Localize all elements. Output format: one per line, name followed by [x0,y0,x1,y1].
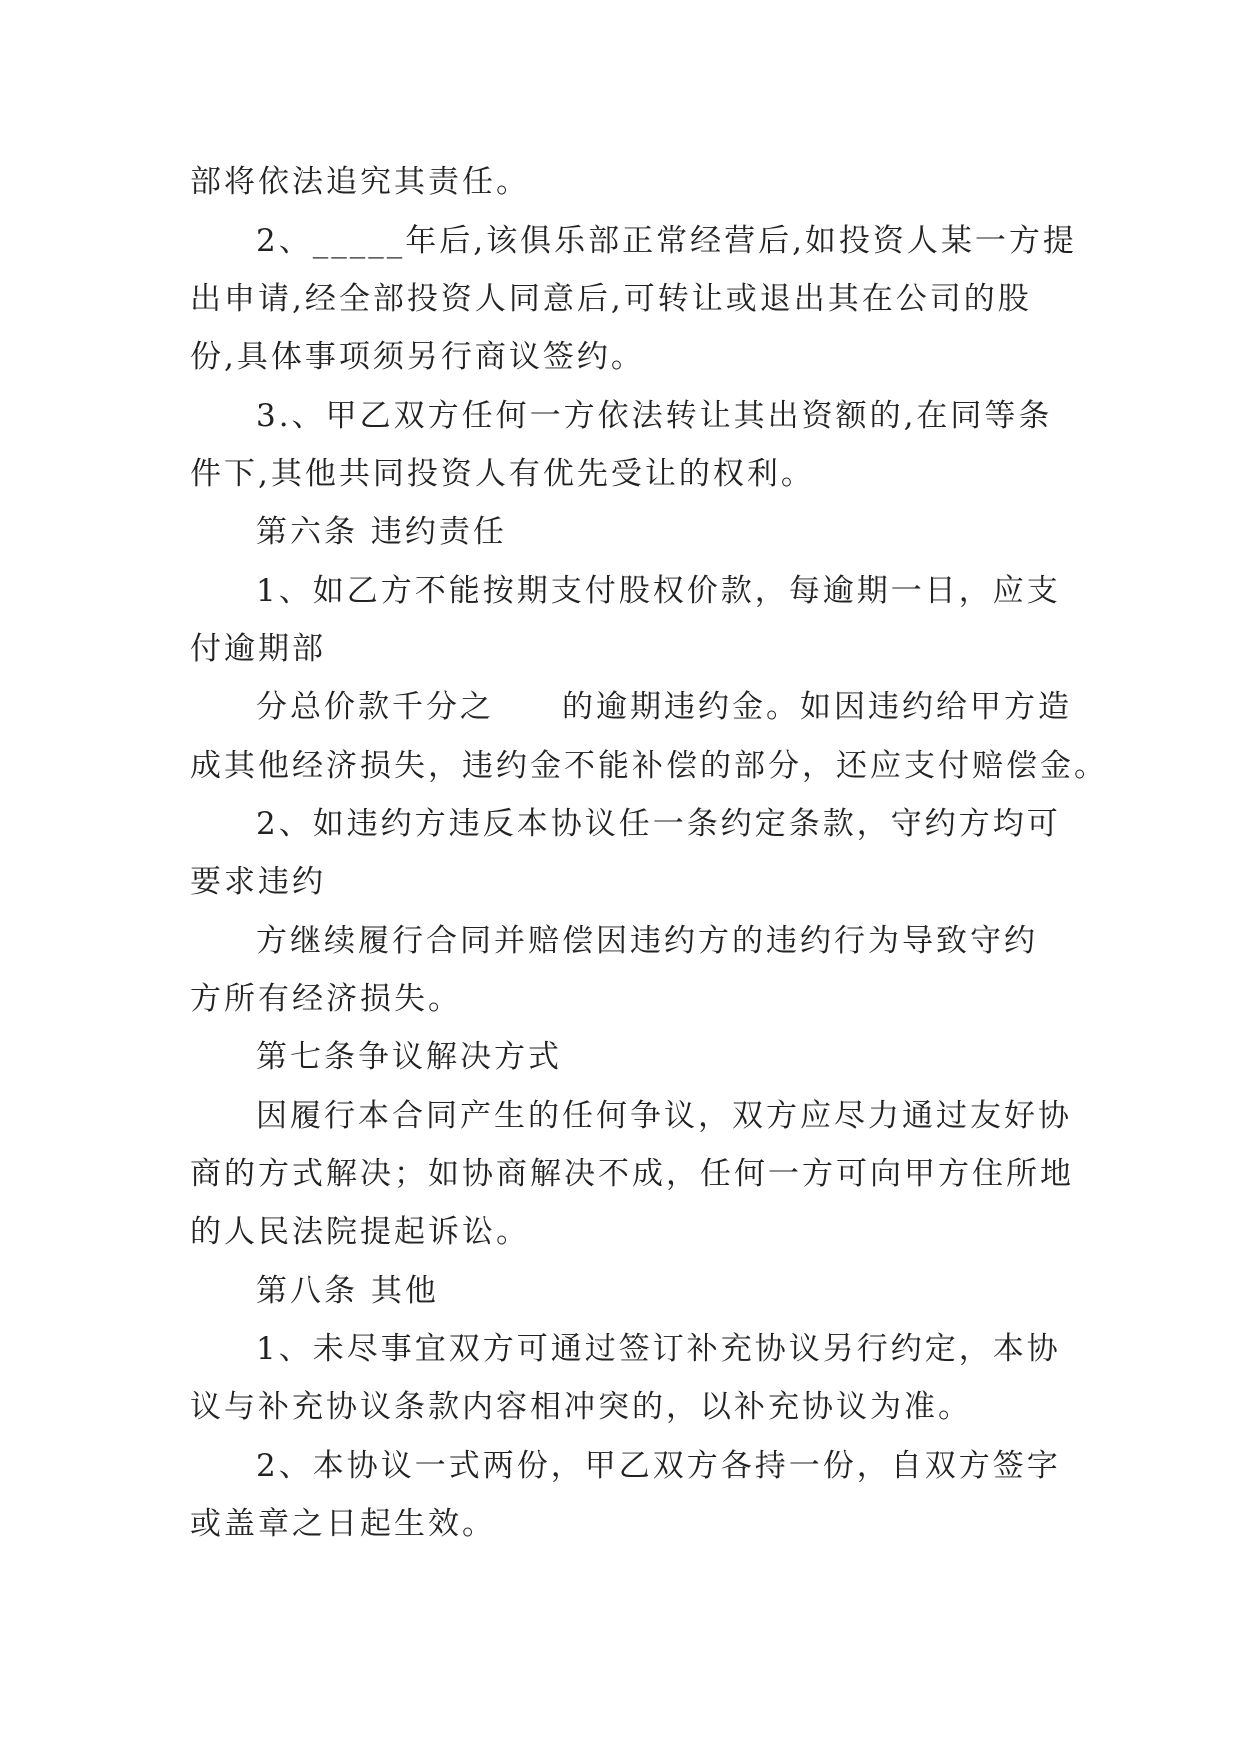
text-line: 1、未尽事宜双方可通过签订补充协议另行约定，本协 [256,1331,1061,1367]
text-line: 3.、甲乙双方任何一方依法转让其出资额的,在同等条 [256,398,1053,434]
text-line: 方所有经济损失。 [190,981,462,1017]
text-line: 2、本协议一式两份，甲乙双方各持一份，自双方签字 [256,1448,1061,1484]
text-line: 商的方式解决；如协商解决不成，任何一方可向甲方住所地 [190,1156,1074,1192]
text-line: 成其他经济损失，违约金不能补偿的部分，还应支付赔偿金。 [190,748,1108,784]
text-line: 分总价款千分之 的逾期违约金。如因违约给甲方造 [256,689,1072,725]
text-line: 或盖章之日起生效。 [190,1506,496,1542]
text-line: 部将依法追究其责任。 [190,164,530,200]
text-line: 要求违约 [190,864,326,900]
text-line: 方继续履行合同并赔偿因违约方的违约行为导致守约 [256,923,1038,959]
section-heading: 第八条 其他 [256,1273,439,1309]
text-line: 件下,其他共同投资人有优先受让的权利。 [190,456,815,492]
text-line: 付逾期部 [190,631,326,667]
text-line: 1、如乙方不能按期支付股权价款，每逾期一日，应支 [256,573,1061,609]
section-heading: 第七条争议解决方式 [256,1039,562,1075]
section-heading: 第六条 违约责任 [256,514,507,550]
text-line: 2、_____年后,该俱乐部正常经营后,如投资人某一方提 [256,223,1077,259]
text-line: 份,具体事项须另行商议签约。 [190,339,645,375]
text-line: 出申请,经全部投资人同意后,可转让或退出其在公司的股 [190,281,1032,317]
text-line: 的人民法院提起诉讼。 [190,1214,530,1250]
text-line: 2、如违约方违反本协议任一条约定条款，守约方均可 [256,806,1061,842]
text-line: 议与补充协议条款内容相冲突的，以补充协议为准。 [190,1389,972,1425]
text-line: 因履行本合同产生的任何争议，双方应尽力通过友好协 [256,1098,1072,1134]
